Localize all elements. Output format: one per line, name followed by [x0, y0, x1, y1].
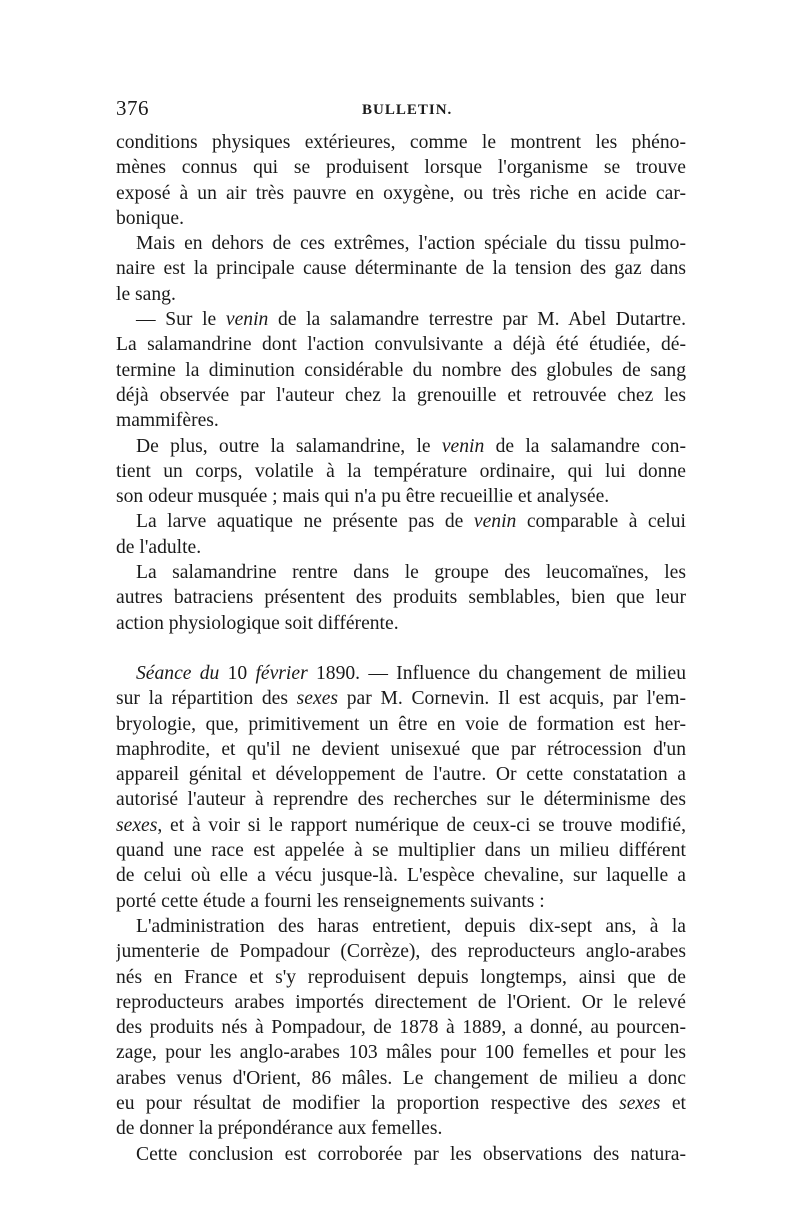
line-text: La larve aquatique ne présente pas de [136, 511, 464, 533]
text-line: Cette conclusion est corroborée par les observations des natura- [136, 1143, 686, 1165]
text-line: La salamandrine dont l'action convulsivante a déjà été étudiée, dé- [116, 334, 686, 356]
text-line: mammifères. [116, 410, 219, 432]
text-line: conditions physiques extérieures, comme le montrent les phéno- [116, 132, 686, 153]
italic-term: venin [441, 435, 485, 457]
text-line: quand une race est appelée à se multiplier dans un milieu différent [116, 840, 686, 862]
text-line: maphrodite, et qu'il ne devient unisexué que par rétrocession d'un [116, 738, 686, 760]
line-text: par M. Cornevin. Il est acquis, par l'em- [346, 688, 686, 710]
section-gap [116, 636, 686, 661]
text-line: déjà observée par l'auteur chez la grenouille et retrouvée chez les [116, 384, 686, 406]
text-line [116, 307, 686, 332]
text-line: zage, pour les anglo-arabes 103 mâles pour 100 femelles et pour les [116, 1042, 686, 1064]
dash-prefix: — Sur le [136, 309, 217, 331]
text-line [116, 509, 686, 534]
text-line: nés en France et s'y reproduisent depuis longtemps, ainsi que de [116, 966, 686, 988]
text-line: son odeur musquée ; mais qui n'a pu être recueillie et analysée. [116, 486, 610, 508]
seance-month: février [255, 662, 308, 684]
text-line: reproducteurs arabes importés directement de l'Orient. Or le relevé [116, 991, 686, 1013]
text-line: tient un corps, volatile à la température ordinaire, qui lui donne [116, 460, 686, 482]
italic-term: sexes [116, 814, 158, 836]
italic-term: venin [473, 511, 517, 533]
text-line: de celui où elle a vécu jusque-là. L'espèce chevaline, sur laquelle a [116, 865, 686, 887]
italic-term: venin [225, 309, 269, 331]
text-line: Mais en dehors de ces extrêmes, l'action spéciale du tissu pulmo- [136, 233, 686, 255]
running-title: BULLETIN. [362, 102, 453, 118]
text-line: de donner la prépondérance aux femelles. [116, 1118, 443, 1140]
text-line: autres batraciens présentent des produits semblables, bien que leur [116, 587, 686, 609]
line-text: de la salamandre terrestre par M. Abel Dutartre. [277, 309, 686, 331]
text-line: termine la diminution considérable du nombre des globules de sang [116, 359, 686, 381]
line-text: comparable à celui [526, 511, 686, 533]
text-line [116, 1091, 686, 1116]
text-line: des produits nés à Pompadour, de 1878 à 1889, a donné, au pourcen- [116, 1017, 686, 1039]
text-line: le sang. [116, 283, 176, 305]
text-line: exposé à un air très pauvre en oxygène, ou très riche en acide car- [116, 182, 686, 204]
italic-term: sexes [296, 688, 339, 710]
text-line: arabes venus d'Orient, 86 mâles. Le changement de milieu a donc [116, 1067, 686, 1089]
line-text: De plus, outre la salamandrine, le [136, 435, 431, 457]
line-text: eu pour résultat de modifier la proportion respective des [116, 1092, 608, 1114]
line-text: sur la répartition des [116, 688, 288, 710]
text-line: action physiologique soit différente. [116, 612, 399, 634]
text-line: appareil génital et développement de l'autre. Or cette constatation a [116, 764, 686, 786]
line-text: 1890. — Influence du changement de milieu [315, 662, 686, 684]
text-line: de l'adulte. [116, 536, 202, 558]
text-line: L'administration des haras entretient, depuis dix-sept ans, à la [136, 915, 686, 937]
text-line: bryologie, que, primitivement un être en voie de formation est her- [116, 713, 686, 735]
text-line: porté cette étude a fourni les renseignements suivants : [116, 890, 545, 912]
seance-day: 10 [227, 662, 248, 684]
text-line [116, 661, 686, 686]
body-text [116, 130, 686, 1167]
line-text: , et à voir si le rapport numérique de ceux-ci se trouve modifié, [157, 814, 686, 836]
text-line: jumenterie de Pompadour (Corrèze), des reproducteurs anglo-arabes [116, 941, 686, 963]
line-text: de la salamandre con- [495, 435, 686, 457]
page-header [116, 96, 686, 126]
italic-term: sexes [619, 1092, 661, 1114]
page-number: 376 [116, 96, 149, 120]
text-line: La salamandrine rentre dans le groupe des leucomaïnes, les [136, 562, 686, 584]
text-line [116, 434, 686, 459]
text-line: bonique. [116, 207, 185, 229]
text-line [116, 686, 686, 711]
text-line: autorisé l'auteur à reprendre des recherches sur le déterminisme des [116, 789, 686, 811]
text-line: naire est la principale cause déterminante de la tension des gaz dans [116, 258, 686, 280]
seance-label: Séance du [136, 662, 220, 684]
text-line [116, 813, 686, 838]
text-line: mènes connus qui se produisent lorsque l'organisme se trouve [116, 157, 686, 179]
line-text: et [671, 1092, 686, 1114]
